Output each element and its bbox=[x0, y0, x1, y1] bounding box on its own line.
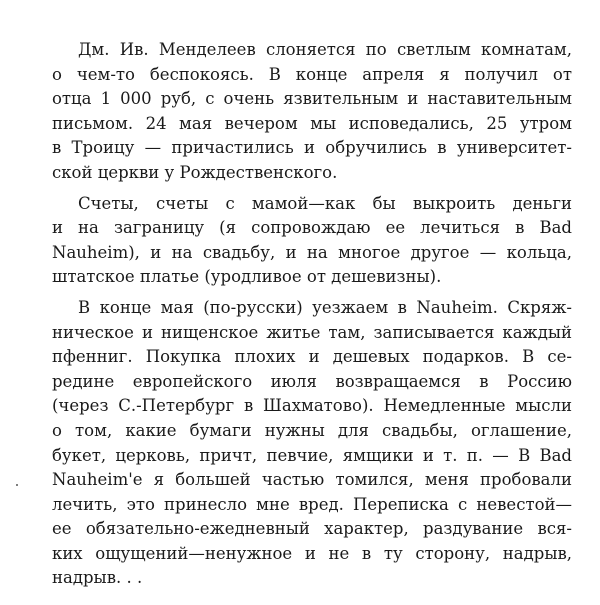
text-line: в Троицу — причастились и обручились в университет- bbox=[52, 138, 572, 158]
paragraph-3 bbox=[52, 296, 572, 591]
text-line: Nauheim), и на свадьбу, и на многое другое — кольца, bbox=[52, 242, 572, 262]
scan-speck bbox=[16, 484, 18, 486]
paragraph-2 bbox=[52, 192, 572, 290]
text-line: штатское платье (уродливое от дешевизны). bbox=[52, 267, 442, 287]
text-line: ской церкви у Рождественского. bbox=[52, 162, 338, 182]
text-line: Nauheim'е я большей частью томился, меня пробовали bbox=[52, 470, 572, 490]
text-line: ническое и нищенское житье там, записывается каждый bbox=[52, 322, 572, 342]
text-line: ких ощущений—ненужное и не в ту сторону, надрыв, bbox=[52, 543, 572, 563]
text-line: букет, церковь, причт, певчие, ямщики и т. п. — В Bad bbox=[52, 445, 572, 465]
text-line: о том, какие бумаги нужны для свадьбы, оглашение, bbox=[52, 420, 572, 440]
text-line: отца 1 000 руб, с очень язвительным и наставительным bbox=[52, 89, 572, 109]
text-line: Дм. Ив. Менделеев слоняется по светлым комнатам, bbox=[78, 40, 572, 59]
text-line: В конце мая (по-русски) уезжаем в Nauheim. Скряж- bbox=[78, 297, 572, 317]
text-line: о чем-то беспокоясь. В конце апреля я получил от bbox=[52, 64, 572, 84]
text-line: пфенниг. Покупка плохих и дешевых подарков. В се- bbox=[52, 347, 572, 367]
text-line: лечить, это принесло мне вред. Переписка с невестой— bbox=[52, 494, 572, 514]
text-line: ее обязательно-ежедневный характер, раздувание вся- bbox=[52, 519, 572, 539]
document-page bbox=[52, 38, 572, 591]
text-line: редине европейского июля возвращаемся в Россию bbox=[52, 371, 572, 391]
text-line: и на заграницу (я сопровождаю ее лечиться в Bad bbox=[52, 218, 572, 238]
text-line: (через С.-Петербург в Шахматово). Немедленные мысли bbox=[52, 396, 572, 416]
text-line: Счеты, счеты с мамой—как бы выкроить деньги bbox=[78, 193, 572, 213]
paragraph-1 bbox=[52, 38, 572, 186]
text-line: письмом. 24 мая вечером мы исповедались, 25 утром bbox=[52, 113, 572, 133]
text-line: надрыв. . . bbox=[52, 568, 143, 588]
